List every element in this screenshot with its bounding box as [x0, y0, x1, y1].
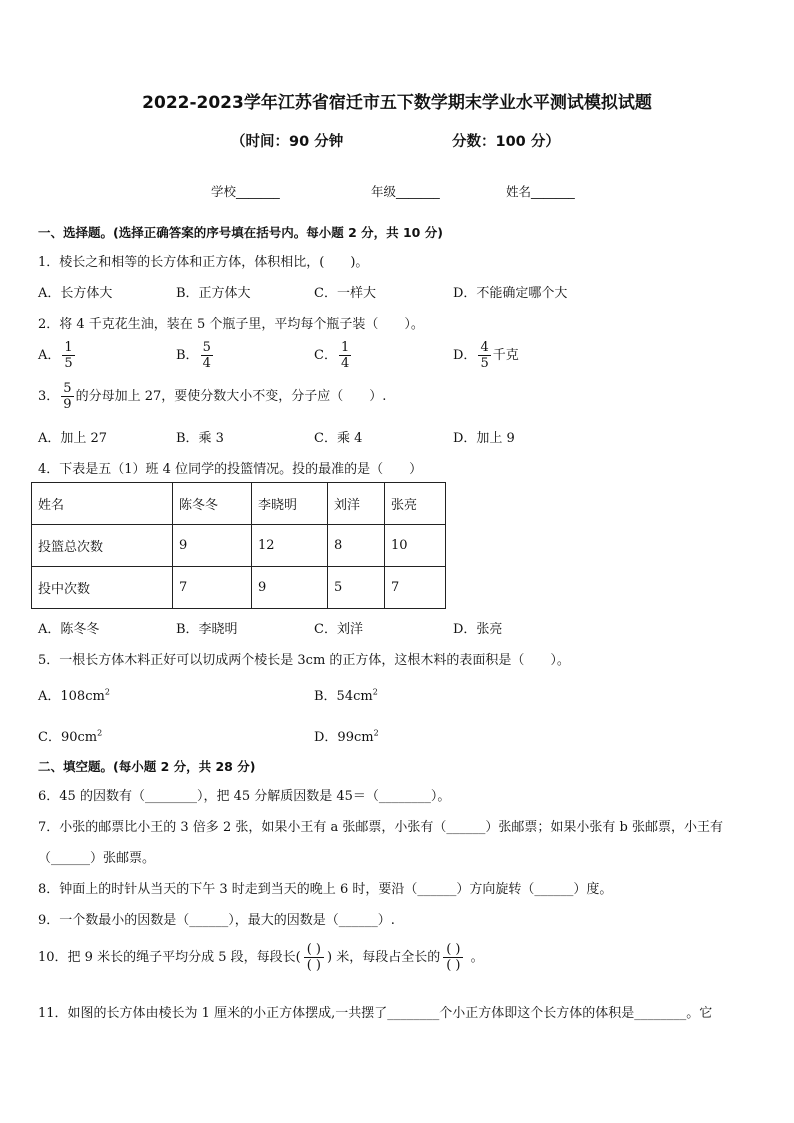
- q4-option-c: C．刘洋: [314, 622, 363, 637]
- question-3: 3． $\frac{5}{9}$ 的分母加上 27，要使分数大小不变，分子应（ ）.: [38, 381, 387, 412]
- table-cell: 5: [328, 567, 385, 609]
- q5-option-b: B．$54cm^2$: [314, 687, 378, 704]
- question-10: 10．把 9 米长的绳子平均分成 5 段，每段长( $\frac{( )}{( )}$ ) 米，每段占全长的 $\frac{( )}{( )}$ 。: [38, 942, 484, 973]
- q5-option-c: C．$90cm^2$: [38, 728, 103, 745]
- question-4: 4．下表是五（1）班 4 位同学的投篮情况。投的最准的是（ ）: [38, 462, 423, 477]
- table-row: [32, 567, 446, 609]
- q4-option-a: A．陈冬冬: [38, 622, 100, 637]
- question-5: 5．一根长方体木料正好可以切成两个棱长是 3cm 的正方体，这根木料的表面积是（ ）。: [38, 653, 570, 668]
- table-cell: 李晓明: [252, 483, 328, 525]
- q4-option-b: B．李晓明: [176, 622, 238, 637]
- table-row: [32, 525, 446, 567]
- table-cell: 陈冬冬: [173, 483, 252, 525]
- table-cell: 投篮总次数: [32, 525, 173, 567]
- page-title: 2022-2023学年江苏省宿迁市五下数学期末学业水平测试模拟试题: [142, 93, 652, 113]
- q2-option-d: D． $\frac{4}{5}$ 千克: [453, 340, 519, 371]
- table-row: [32, 483, 446, 525]
- section-1-heading: 一、选择题。(选择正确答案的序号填在括号内。每小题 2 分，共 10 分): [38, 225, 443, 240]
- q1-option-a: A．长方体大: [38, 286, 113, 301]
- q5-option-a: A．$108cm^2$: [38, 687, 110, 704]
- exam-time: （时间：90 分钟: [231, 134, 344, 150]
- q1-option-c: C．一样大: [314, 286, 376, 301]
- q3-option-a: A．加上 27: [38, 431, 108, 446]
- question-7: 7．小张的邮票比小王的 3 倍多 2 张，如果小王有 a 张邮票，小张有（______）张邮票；如果小张有 b 张邮票，小王有: [38, 820, 723, 835]
- exam-score: 分数：100 分）: [452, 134, 560, 150]
- table-cell: 姓名: [32, 483, 173, 525]
- table-cell: 7: [385, 567, 446, 609]
- question-11: 11．如图的长方体由棱长为 1 厘米的小正方体摆成,一共摆了________个小正方体即这个长方体的体积是________。它: [38, 1006, 713, 1021]
- table-cell: 刘洋: [328, 483, 385, 525]
- q3-option-c: C．乘 4: [314, 431, 363, 446]
- question-7-cont: （______）张邮票。: [38, 851, 156, 866]
- table-cell: 7: [173, 567, 252, 609]
- table-cell: 9: [173, 525, 252, 567]
- q1-option-b: B．正方体大: [176, 286, 251, 301]
- q3-option-d: D．加上 9: [453, 431, 515, 446]
- q4-option-d: D．张亮: [453, 622, 503, 637]
- question-6: 6．45 的因数有（________），把 45 分解质因数是 45＝（________）。: [38, 789, 451, 804]
- q1-option-d: D．不能确定哪个大: [453, 286, 568, 301]
- table-cell: 12: [252, 525, 328, 567]
- section-2-heading: 二、填空题。(每小题 2 分，共 28 分): [38, 759, 256, 774]
- q2-option-a: A． $\frac{1}{5}$: [38, 340, 73, 371]
- q2-option-c: C． $\frac{1}{4}$: [314, 340, 350, 371]
- q3-option-b: B．乘 3: [176, 431, 224, 446]
- table-cell: 9: [252, 567, 328, 609]
- question-2: 2．将 4 千克花生油，装在 5 个瓶子里，平均每个瓶子装（ ）。: [38, 317, 424, 332]
- table-cell: 10: [385, 525, 446, 567]
- name-field: 姓名_______: [506, 184, 575, 199]
- q5-option-d: D．$99cm^2$: [314, 728, 379, 745]
- grade-field: 年级_______: [371, 184, 440, 199]
- question-9: 9．一个数最小的因数是（______），最大的因数是（______）.: [38, 913, 395, 928]
- table-cell: 8: [328, 525, 385, 567]
- q2-option-b: B． $\frac{5}{4}$: [176, 340, 211, 371]
- table-cell: 张亮: [385, 483, 446, 525]
- shooting-table: [31, 482, 446, 609]
- question-8: 8．钟面上的时针从当天的下午 3 时走到当天的晚上 6 时，要沿（______）方向旋转（______）度。: [38, 882, 613, 897]
- table-cell: 投中次数: [32, 567, 173, 609]
- question-1: 1．棱长之和相等的长方体和正方体，体积相比，( )。: [38, 255, 369, 270]
- school-field: 学校_______: [211, 184, 280, 199]
